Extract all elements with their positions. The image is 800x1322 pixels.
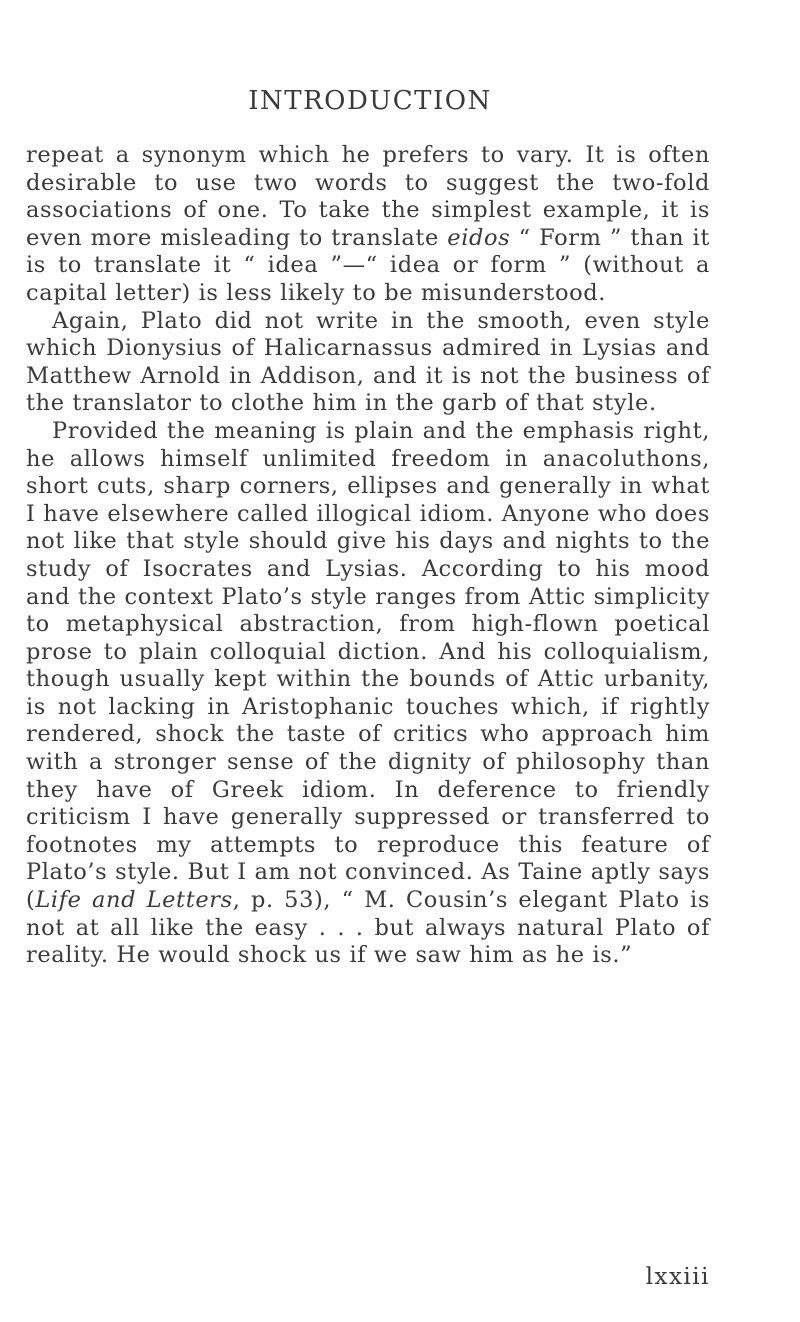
paragraph-3-text-a: Provided the meaning is plain and the emphasis right, he allows himself unlimited freedom in anacoluthons, short cuts, sharp corners, ellipses and generally in what I have elsewhere called illogical idiom. Anyone who does not like that style should give his days and nights to the study of Isocrates and Lysias. According to his mood and the context Plato’s style ranges from Attic simplicity to metaphysical abstraction, from high-flown poetical prose to plain colloquial diction. And his colloquialism, though usually kept within the bounds of Attic urbanity, is not lacking in Aristophanic touches which, if rightly rendered, shock the taste of critics who approach him with a stronger sense of the dignity of philosophy than they have of Greek idiom. In deference to friendly criticism I have generally suppressed or transferred to footnotes my attempts to reproduce this feature of Plato’s style. But I am not convinced. As Taine aptly says ( xyxy=(26,417,710,914)
paragraph-3-text-c: , p. 53), “ M. Cousin’s elegant Plato is not at all like the easy . . . but always natural Plato of reality. He would shock us if we saw him as he is.” xyxy=(26,887,710,969)
paragraph-1 xyxy=(26,142,710,308)
paragraph-1-text-c: “ Form ” than it is to translate it “ idea ”—“ idea or form ” (without a capital letter) is less likely to be misunderstood. xyxy=(26,224,710,306)
page-number: lxxiii xyxy=(645,1264,710,1290)
paragraph-3-italic-title: Life and Letters xyxy=(35,887,233,914)
paragraph-3 xyxy=(26,418,710,970)
running-head: INTRODUCTION xyxy=(248,86,492,116)
paragraph-1-italic-eidos: eidos xyxy=(447,224,511,251)
paragraph-1-text-a: repeat a synonym which he prefers to vary. It is often desirable to use two words to suggest the two-fold associations of one. To take the simplest example, it is even more misleading to translate xyxy=(26,142,710,251)
body-text xyxy=(26,142,710,970)
paragraph-2: Again, Plato did not write in the smooth, even style which Dionysius of Halicarnassus admired in Lysias and Matthew Arnold in Addison, and it is not the business of the translator to clothe him in the garb of that style. xyxy=(26,307,710,417)
